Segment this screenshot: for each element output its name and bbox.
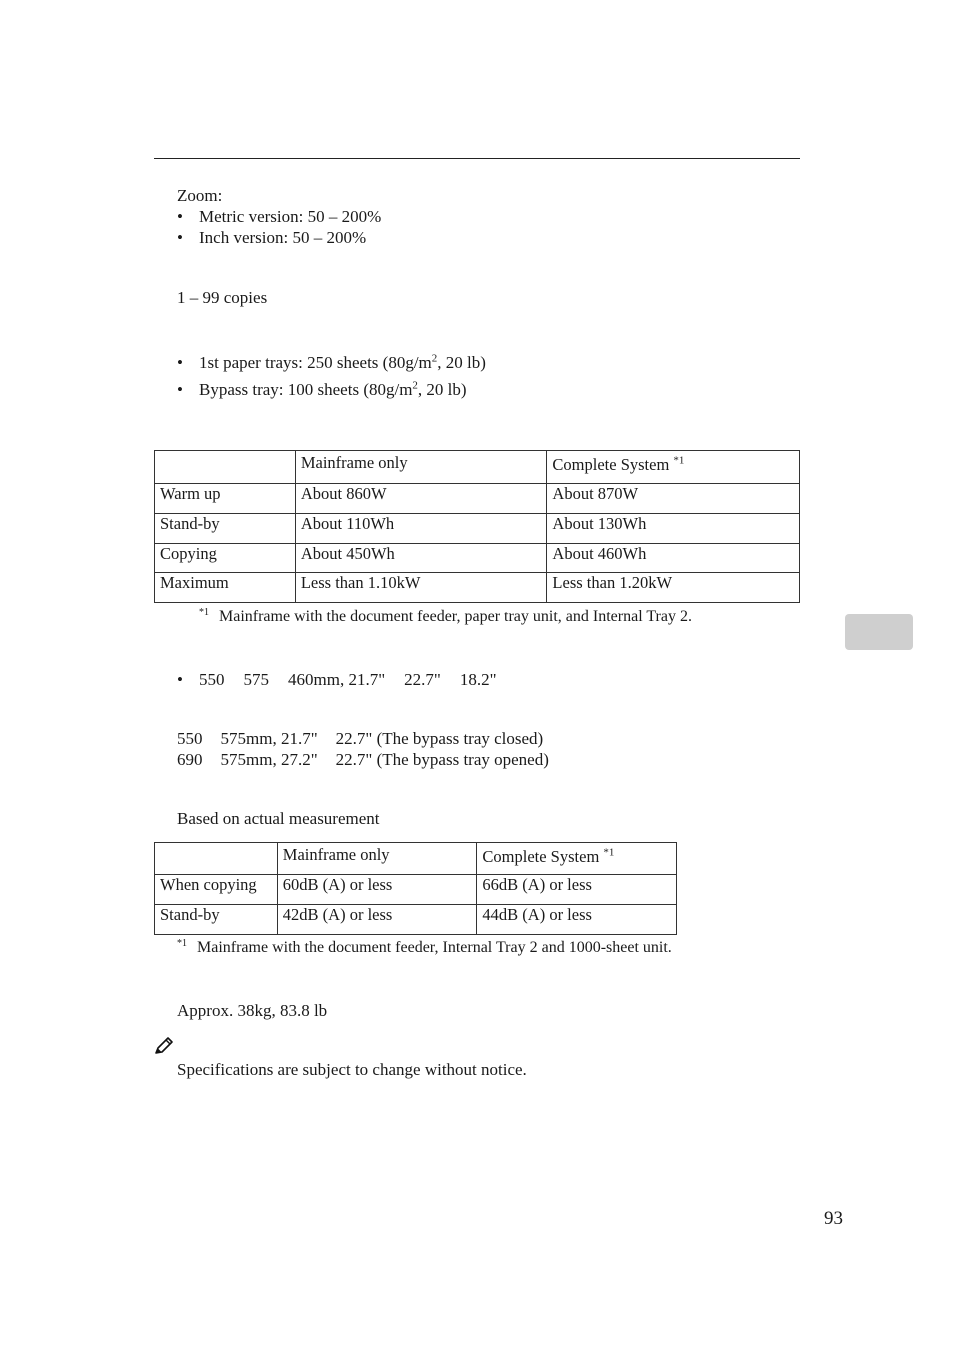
list-item: • Metric version: 50 – 200%: [177, 207, 382, 226]
power-consumption-table: [154, 450, 800, 603]
superscript: 2: [431, 352, 438, 365]
table-row: When copying 60dB (A) or less 66dB (A) or less: [155, 875, 677, 905]
page-number: 93: [824, 1208, 843, 1229]
chapter-tab-marker: [845, 614, 913, 650]
header-rule: [154, 158, 800, 159]
zoom-label: Zoom:: [177, 186, 223, 205]
table-header-cell: Complete System $^{*1}$: [477, 843, 677, 875]
dim-depth: 575: [243, 670, 269, 689]
weight-value: Approx. 38kg, 83.8 lb: [177, 1001, 328, 1020]
list-item: • 1st paper trays: 250 sheets ($80g/m^2$, 20 lb): [177, 352, 486, 372]
dim-height: 460mm, 21.7": [288, 670, 386, 689]
noise-footnote: $^{*1}$ Mainframe with the document feeder, Internal Tray 2 and 1000-sheet unit.: [177, 937, 672, 956]
table-header-cell: [155, 451, 296, 484]
table-row: Maximum Less than 1.10kW Less than 1.20kW: [155, 573, 800, 603]
table-header-row: [155, 451, 800, 484]
copies-value: 1 – 99 copies: [177, 288, 268, 307]
space-line-opened: 690 575mm, 27.2" 22.7" (The bypass tray opened): [177, 750, 549, 769]
space-line-closed: 550 575mm, 21.7" 22.7" (The bypass tray closed): [177, 729, 544, 748]
footnote-ref: *1: [673, 454, 685, 467]
noise-intro: Based on actual measurement: [177, 809, 380, 828]
table-header-row: [155, 843, 677, 875]
dim-height-in: 18.2": [459, 670, 497, 689]
footnote-ref: *1: [603, 846, 615, 859]
table-row: Warm up About 860W About 870W: [155, 484, 800, 514]
list-item: • Inch version: 50 – 200%: [177, 228, 367, 247]
paper-tray-tail: , 20 lb): [437, 353, 486, 372]
table-header-cell: Mainframe only: [295, 451, 547, 484]
table-header-cell: [155, 843, 278, 875]
noise-table: [154, 842, 677, 935]
table-header-cell: Mainframe only: [277, 843, 477, 875]
zoom-inch: Inch version: 50 – 200%: [199, 228, 367, 247]
power-footnote: $^{*1}$ Mainframe with the document feeder, paper tray unit, and Internal Tray 2.: [199, 606, 692, 625]
table-row: Copying About 450Wh About 460Wh: [155, 544, 800, 573]
pencil-note-icon: [154, 1036, 174, 1056]
note-text: Specifications are subject to change without notice.: [177, 1060, 527, 1079]
bypass-tray-tail: , 20 lb): [417, 380, 467, 399]
table-row: Stand-by About 110Wh About 130Wh: [155, 514, 800, 544]
zoom-metric: Metric version: 50 – 200%: [199, 207, 382, 226]
table-row: Stand-by 42dB (A) or less 44dB (A) or less: [155, 905, 677, 935]
dim-width: 550: [199, 670, 225, 689]
list-item: • Bypass tray: 100 sheets ($80g/m^2$, 20 lb): [177, 379, 467, 399]
bypass-tray-text: Bypass tray: 100 sheets (80g/m: [199, 380, 413, 399]
paper-tray-text: 1st paper trays: 250 sheets (80g/m: [199, 353, 432, 372]
dim-depth-in: 22.7": [404, 670, 441, 689]
superscript: 2: [412, 379, 418, 392]
list-item: • 550 575 460mm, 21.7" 22.7" 18.2": [177, 670, 497, 689]
table-header-cell: Complete System $^{*1}$: [547, 451, 800, 484]
